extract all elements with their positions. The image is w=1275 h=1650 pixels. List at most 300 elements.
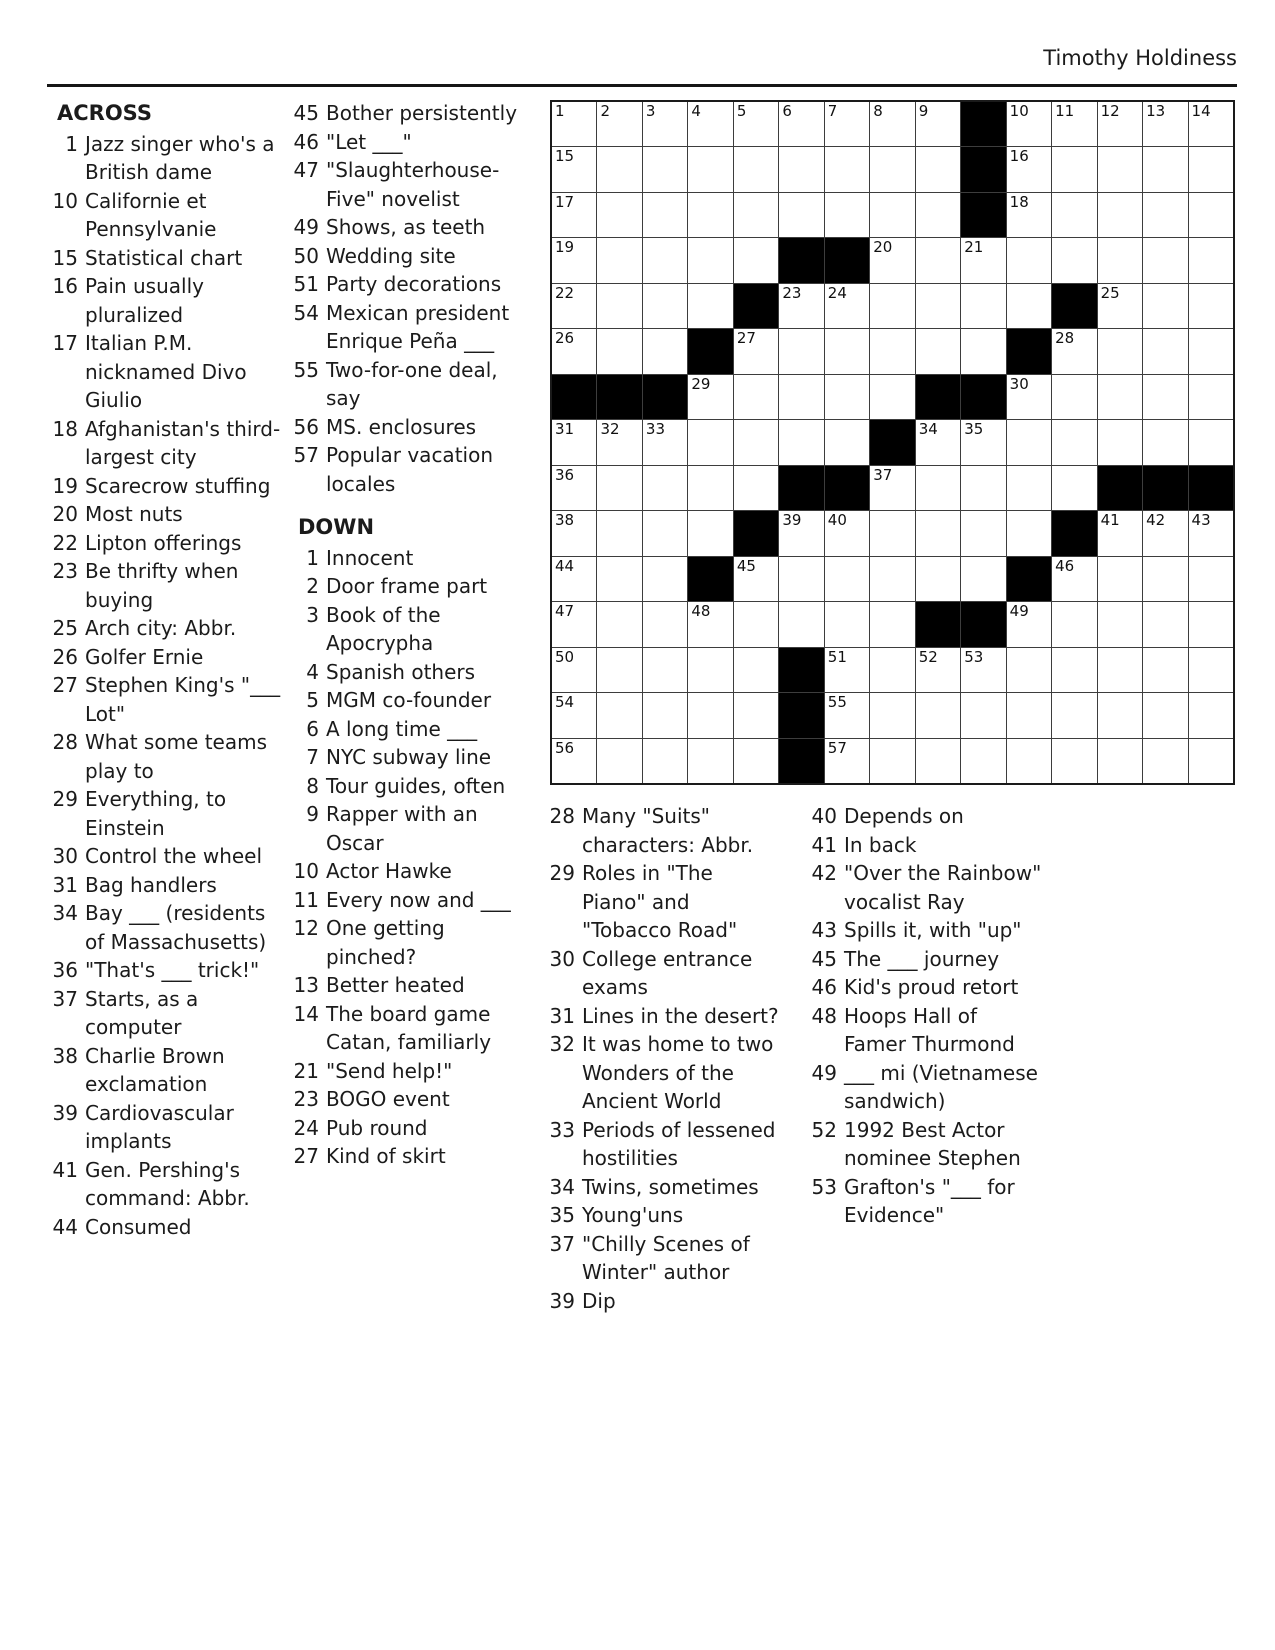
clue-text: NYC subway line — [326, 745, 492, 769]
grid-cell — [779, 420, 823, 464]
grid-cell — [1007, 193, 1051, 237]
clue-text: Actor Hawke — [326, 859, 452, 883]
clue — [542, 1116, 782, 1173]
grid-cell — [552, 511, 596, 555]
grid-cell — [825, 329, 869, 373]
grid-cell — [825, 739, 869, 783]
grid-cell — [870, 466, 914, 510]
cell-number: 37 — [873, 465, 893, 484]
cell-number: 49 — [1009, 602, 1029, 621]
clue-text: Spills it, with "up" — [844, 918, 1022, 942]
clue — [804, 1002, 1044, 1059]
grid-cell — [734, 557, 778, 601]
grid-cell — [961, 511, 1005, 555]
clue-text: Lipton offerings — [85, 530, 242, 555]
clue-number: 31 — [549, 1003, 575, 1028]
clue — [542, 1030, 782, 1116]
grid-cell — [643, 284, 687, 328]
clue-number: 25 — [52, 616, 78, 640]
cell-number: 41 — [1100, 511, 1120, 530]
down-clue-list — [286, 544, 524, 1171]
grid-cell — [1098, 511, 1142, 555]
grid-cell — [825, 193, 869, 237]
clue — [804, 1059, 1044, 1116]
grid-cell — [552, 602, 596, 646]
grid-cell — [870, 648, 914, 692]
clue — [286, 213, 524, 242]
grid-cell — [1098, 602, 1142, 646]
grid-cell — [870, 602, 914, 646]
clue-number: 56 — [293, 414, 319, 439]
grid-cell — [734, 693, 778, 737]
clue-text: Shows, as teeth — [326, 215, 486, 239]
grid-cell — [916, 102, 960, 146]
clue-text: Hoops Hall of Famer Thurmond — [844, 1003, 1015, 1056]
author-byline: Timothy Holdiness — [1043, 46, 1237, 70]
grid-cell — [1052, 375, 1096, 419]
clue — [286, 1057, 524, 1086]
grid-cell — [779, 511, 823, 555]
grid-cell-black — [1052, 511, 1096, 555]
clue-text: Golfer Ernie — [85, 644, 204, 669]
grid-cell — [643, 739, 687, 783]
cell-number: 17 — [555, 192, 575, 211]
grid-cell — [643, 648, 687, 692]
clue — [45, 1042, 283, 1099]
clue-text: The board game Catan, familiarly — [326, 1001, 492, 1054]
grid-cell — [870, 147, 914, 191]
grid-cell — [1007, 238, 1051, 282]
cell-number: 40 — [827, 511, 847, 530]
clue-text: "Over the Rainbow" vocalist Ray — [844, 861, 1042, 914]
clue-text: Mexican president Enrique Peña ___ — [326, 300, 510, 353]
clue — [542, 1201, 782, 1230]
grid-cell — [643, 147, 687, 191]
grid-cell — [825, 375, 869, 419]
clue-text: Periods of lessened hostilities — [582, 1117, 776, 1170]
clue — [804, 973, 1044, 1002]
clue-text: Arch city: Abbr. — [85, 616, 237, 640]
clue-number: 23 — [293, 1087, 319, 1111]
clue-number: 45 — [293, 101, 319, 125]
grid-cell — [1007, 420, 1051, 464]
cell-number: 2 — [600, 102, 610, 120]
clue-text: Innocent — [326, 545, 414, 570]
across-clue-list — [45, 130, 283, 1242]
grid-cell — [779, 102, 823, 146]
grid-cell — [870, 284, 914, 328]
grid-cell — [1189, 511, 1233, 555]
cell-number: 51 — [827, 647, 847, 666]
clue-number: 47 — [293, 158, 319, 182]
clue — [45, 557, 283, 614]
grid-cell — [1052, 648, 1096, 692]
clue-number: 46 — [811, 975, 837, 999]
clue — [542, 1287, 782, 1316]
grid-cell — [1052, 102, 1096, 146]
grid-cell — [961, 557, 1005, 601]
clue — [286, 658, 524, 687]
cell-number: 19 — [555, 238, 575, 257]
grid-cell — [643, 193, 687, 237]
grid-cell — [1189, 693, 1233, 737]
grid-cell — [552, 557, 596, 601]
cell-number: 36 — [555, 465, 575, 484]
clue-number: 3 — [306, 602, 319, 627]
grid-cell — [916, 557, 960, 601]
clue — [804, 859, 1044, 916]
grid-cell — [1143, 193, 1187, 237]
clue-number: 28 — [52, 730, 78, 754]
clue-text: Better heated — [326, 973, 465, 997]
clue-number: 42 — [811, 861, 837, 885]
grid-cell-black — [825, 466, 869, 510]
grid-cell — [1007, 147, 1051, 191]
cell-number: 32 — [600, 420, 620, 439]
clue-text: Two-for-one deal, say — [326, 357, 498, 410]
grid-cell — [1098, 284, 1142, 328]
grid-cell — [1098, 648, 1142, 692]
grid-cell — [916, 193, 960, 237]
grid-cell-black — [734, 511, 778, 555]
grid-cell — [734, 420, 778, 464]
clue — [45, 985, 283, 1042]
grid-cell — [779, 147, 823, 191]
grid-cell-black — [643, 375, 687, 419]
clue-number: 36 — [52, 958, 78, 982]
grid-cell — [1052, 147, 1096, 191]
grid-cell — [734, 466, 778, 510]
down-clues-column-2 — [542, 802, 782, 1315]
grid-cell — [688, 693, 732, 737]
clue — [286, 413, 524, 442]
cell-number: 12 — [1100, 102, 1120, 120]
cell-number: 24 — [827, 283, 847, 302]
clue-text: Roles in "The Piano" and "Tobacco Road" — [582, 861, 738, 942]
grid-cell — [916, 329, 960, 373]
cell-number: 9 — [918, 102, 929, 120]
grid-cell — [734, 739, 778, 783]
clue — [45, 785, 283, 842]
clue-text: Pain usually pluralized — [85, 274, 204, 327]
grid-cell — [552, 329, 596, 373]
clue — [286, 441, 524, 498]
grid-cell — [643, 557, 687, 601]
across-heading: ACROSS — [57, 101, 152, 125]
grid-cell — [825, 557, 869, 601]
grid-cell-black — [779, 693, 823, 737]
grid-cell-black — [961, 147, 1005, 191]
grid-cell — [734, 375, 778, 419]
clue-number: 1 — [306, 545, 319, 570]
clue-number: 49 — [293, 215, 319, 239]
clue — [286, 886, 524, 915]
clue-text: BOGO event — [326, 1087, 450, 1111]
clue-number: 43 — [811, 918, 837, 942]
clue — [286, 601, 524, 658]
cell-number: 1 — [555, 102, 565, 120]
clue — [286, 971, 524, 1000]
grid-cell — [1052, 329, 1096, 373]
clue-text: Italian P.M. nicknamed Divo Giulio — [85, 331, 247, 412]
clue-text: Popular vacation locales — [326, 443, 494, 496]
grid-cell — [597, 238, 641, 282]
cell-number: 14 — [1191, 102, 1211, 120]
grid-cell — [688, 420, 732, 464]
grid-cell-black — [961, 375, 1005, 419]
grid-cell — [961, 329, 1005, 373]
grid-cell — [1098, 102, 1142, 146]
grid-cell — [1143, 602, 1187, 646]
clue-number: 21 — [293, 1058, 319, 1083]
clue-number: 11 — [293, 887, 319, 912]
clue-number: 9 — [306, 802, 319, 826]
grid-cell — [688, 238, 732, 282]
clue — [542, 945, 782, 1002]
grid-cell — [1143, 102, 1187, 146]
grid-cell — [1189, 739, 1233, 783]
cell-number: 35 — [964, 420, 984, 439]
across-clue-list-continued — [286, 99, 524, 498]
clue-number: 50 — [293, 243, 319, 268]
clue — [286, 270, 524, 299]
grid-cell-black — [779, 238, 823, 282]
cell-number: 15 — [555, 147, 575, 166]
clue — [286, 857, 524, 886]
cell-number: 22 — [555, 283, 575, 302]
clue — [286, 772, 524, 801]
cell-number: 5 — [736, 102, 747, 120]
clue-number: 23 — [52, 559, 78, 583]
cell-number: 55 — [827, 693, 847, 712]
grid-cell — [961, 238, 1005, 282]
grid-cell — [1189, 284, 1233, 328]
clue — [542, 1173, 782, 1202]
grid-cell — [1143, 375, 1187, 419]
cell-number: 13 — [1146, 102, 1166, 120]
cell-number: 38 — [555, 511, 575, 530]
clue-text: Tour guides, often — [326, 773, 506, 798]
clue-text: Most nuts — [85, 502, 183, 526]
grid-cell-black — [1007, 329, 1051, 373]
clue-number: 35 — [549, 1203, 575, 1227]
clue-text: A long time ___ — [326, 716, 478, 741]
grid-cell — [643, 420, 687, 464]
clue-number: 1 — [65, 131, 78, 156]
cell-number: 33 — [645, 420, 666, 439]
clue-text: Door frame part — [326, 574, 488, 598]
grid-cell — [961, 466, 1005, 510]
grid-cell — [870, 329, 914, 373]
clue-number: 2 — [306, 574, 319, 598]
clue — [804, 802, 1044, 831]
grid-cell — [1143, 648, 1187, 692]
cell-number: 8 — [873, 102, 883, 120]
clue-number: 53 — [811, 1174, 837, 1199]
grid-cell — [597, 693, 641, 737]
grid-cell — [916, 238, 960, 282]
grid-cell — [825, 693, 869, 737]
clue-text: It was home to two Wonders of the Ancient World — [582, 1032, 774, 1113]
grid-cell — [916, 511, 960, 555]
clue — [286, 572, 524, 601]
grid-cell — [961, 420, 1005, 464]
grid-cell-black — [916, 375, 960, 419]
grid-cell — [552, 693, 596, 737]
cell-number: 27 — [736, 329, 756, 348]
clue — [286, 914, 524, 971]
grid-cell — [1098, 147, 1142, 191]
clue — [286, 99, 524, 128]
clue — [804, 1173, 1044, 1230]
clue-number: 41 — [52, 1157, 78, 1182]
grid-cell — [1098, 375, 1142, 419]
clue-text: 1992 Best Actor nominee Stephen — [844, 1117, 1021, 1170]
clue-number: 32 — [549, 1032, 575, 1056]
clue-number: 37 — [549, 1231, 575, 1256]
clue-text: Starts, as a computer — [85, 986, 199, 1039]
grid-cell — [734, 238, 778, 282]
grid-cell — [688, 739, 732, 783]
clue-number: 30 — [549, 946, 575, 971]
clue — [45, 244, 283, 273]
grid-cell — [916, 648, 960, 692]
clue-text: Dip — [582, 1288, 616, 1313]
grid-cell — [1007, 602, 1051, 646]
grid-cell — [1143, 511, 1187, 555]
grid-cell — [1052, 466, 1096, 510]
cell-number: 28 — [1055, 329, 1075, 348]
grid-cell — [597, 193, 641, 237]
clue-number: 28 — [549, 804, 575, 828]
grid-cell — [734, 193, 778, 237]
grid-cell — [643, 693, 687, 737]
header-divider — [47, 84, 1237, 87]
grid-cell — [1098, 238, 1142, 282]
clue-text: Rapper with an Oscar — [326, 802, 478, 855]
grid-cell — [688, 193, 732, 237]
grid-cell — [825, 147, 869, 191]
grid-cell — [734, 648, 778, 692]
clue-text: Scarecrow stuffing — [85, 473, 271, 498]
grid-cell — [825, 420, 869, 464]
clue-number: 37 — [52, 986, 78, 1011]
clue-text: Gen. Pershing's command: Abbr. — [85, 1157, 250, 1210]
grid-cell — [1143, 693, 1187, 737]
grid-cell-black — [961, 602, 1005, 646]
grid-cell — [688, 375, 732, 419]
grid-cell — [1098, 193, 1142, 237]
clue — [45, 1156, 283, 1213]
grid-cell — [1007, 466, 1051, 510]
clue-number: 31 — [52, 872, 78, 897]
grid-cell — [870, 238, 914, 282]
grid-cell — [779, 375, 823, 419]
clue-text: Be thrifty when buying — [85, 559, 239, 612]
grid-cell — [1098, 693, 1142, 737]
clue-text: The ___ journey — [844, 946, 1000, 971]
clue-number: 6 — [306, 716, 319, 741]
clue-number: 8 — [306, 773, 319, 798]
cell-number: 23 — [782, 283, 802, 302]
clue-number: 38 — [52, 1043, 78, 1068]
clue — [286, 299, 524, 356]
grid-cell — [643, 102, 687, 146]
down-clues-column-3 — [804, 802, 1044, 1230]
cell-number: 3 — [645, 102, 656, 120]
grid-cell — [916, 147, 960, 191]
grid-cell — [688, 147, 732, 191]
grid-cell-black — [597, 375, 641, 419]
grid-cell — [1189, 648, 1233, 692]
cell-number: 48 — [691, 602, 711, 621]
down-heading: DOWN — [298, 515, 375, 539]
grid-cell — [734, 102, 778, 146]
grid-cell — [1007, 284, 1051, 328]
clue-text: Jazz singer who's a British dame — [85, 131, 275, 184]
grid-cell-black — [825, 238, 869, 282]
cell-number: 16 — [1009, 147, 1029, 166]
clue-text: Kid's proud retort — [844, 975, 1019, 999]
cell-number: 43 — [1191, 511, 1211, 530]
grid-cell — [597, 602, 641, 646]
clue-number: 13 — [293, 973, 319, 997]
clue-number: 7 — [306, 745, 319, 769]
clue-number: 15 — [52, 245, 78, 270]
clue — [45, 956, 283, 985]
grid-cell — [1189, 102, 1233, 146]
clue — [286, 544, 524, 573]
grid-cell — [597, 466, 641, 510]
clue-number: 10 — [293, 859, 319, 883]
clue-number: 19 — [52, 473, 78, 498]
clue-number: 24 — [293, 1115, 319, 1140]
clue-number: 14 — [293, 1001, 319, 1026]
clue-number: 57 — [293, 443, 319, 467]
clue — [45, 671, 283, 728]
grid-cell — [1007, 375, 1051, 419]
cell-number: 20 — [873, 238, 893, 257]
clue-number: 39 — [549, 1288, 575, 1313]
grid-cell — [1098, 420, 1142, 464]
clue — [45, 899, 283, 956]
grid-cell-black — [1189, 466, 1233, 510]
grid-cell — [779, 329, 823, 373]
clue-text: "Chilly Scenes of Winter" author — [582, 1231, 750, 1284]
cell-number: 7 — [827, 102, 838, 120]
clue-text: Spanish others — [326, 659, 476, 684]
clue-number: 4 — [306, 659, 319, 684]
clue — [45, 472, 283, 501]
clue-text: Grafton's "___ for Evidence" — [844, 1174, 1015, 1227]
clue-number: 26 — [52, 644, 78, 669]
clue-number: 48 — [811, 1003, 837, 1028]
across-down-clues-column — [286, 99, 524, 1171]
down-clue-list-continued — [542, 802, 782, 1315]
clue — [45, 728, 283, 785]
clue-text: Statistical chart — [85, 245, 243, 270]
grid-cell — [597, 284, 641, 328]
grid-cell — [643, 511, 687, 555]
clue-number: 44 — [52, 1214, 78, 1239]
grid-cell — [1189, 420, 1233, 464]
grid-cell — [1052, 602, 1096, 646]
clue-text: Bag handlers — [85, 872, 217, 897]
grid-cell-black — [1052, 284, 1096, 328]
grid-cell — [1143, 557, 1187, 601]
clue-text: What some teams play to — [85, 730, 268, 783]
grid-cell — [779, 602, 823, 646]
